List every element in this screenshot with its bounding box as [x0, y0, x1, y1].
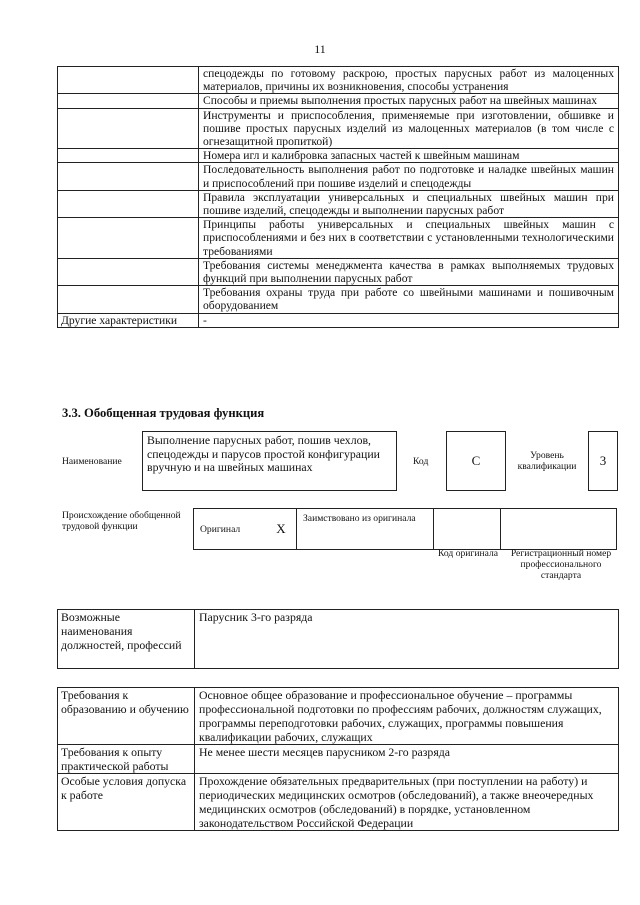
row-label: Другие характеристики — [58, 313, 199, 327]
table-row — [58, 190, 619, 217]
req-label: Требования к образованию и обучению — [58, 688, 195, 745]
row-label — [58, 149, 199, 163]
table-row — [58, 163, 619, 190]
reg-number-caption: Регистрационный номер профессионального стандарта — [510, 548, 612, 581]
row-text: Требования системы менеджмента качества в рамках выполняемых трудовых функций при выполнении парусных работ — [199, 258, 619, 285]
table-row — [58, 218, 619, 259]
table-row — [58, 258, 619, 285]
code-label: Код — [413, 456, 429, 467]
positions-label: Возможные наименования должностей, профессий — [58, 610, 195, 669]
row-label — [58, 190, 199, 217]
table-row — [58, 286, 619, 313]
row-text: Способы и приемы выполнения простых парусных работ на швейных машинах — [199, 94, 619, 108]
reg-number-cell — [501, 509, 617, 550]
original-mark: Х — [266, 509, 297, 550]
row-text: Требования охраны труда при работе со швейными машинами и пошивочным оборудованием — [199, 286, 619, 313]
row-label — [58, 67, 199, 94]
table-row — [58, 774, 619, 831]
table-row — [58, 313, 619, 327]
row-text: - — [199, 313, 619, 327]
level-label: Уровень квалификации — [517, 450, 577, 472]
row-text: Последовательность выполнения работ по подготовке и наладке швейных машин и приспособлений при пошиве изделий и спецодежды — [199, 163, 619, 190]
positions-table — [57, 609, 619, 669]
req-label: Требования к опыту практической работы — [58, 745, 195, 774]
row-text: Принципы работы универсальных и специальных швейных машин с приспособлениями и без них в соответствии с установленными технологическими требованиями — [199, 218, 619, 259]
table-row — [58, 610, 619, 669]
req-text: Основное общее образование и профессиональное обучение – программы профессиональной подготовки по профессиям рабочих, должностям служащих, программы переподготовки рабочих, служащих, программы повышения квалификации рабочих, служащих — [195, 688, 619, 745]
section-heading: 3.3. Обобщенная трудовая функция — [62, 406, 265, 420]
positions-value: Парусник 3-го разряда — [195, 610, 619, 669]
row-text: спецодежды по готовому раскрою, простых парусных работ из малоценных материалов, причины их возникновения, способы устранения — [199, 67, 619, 94]
origin-code-cell — [434, 509, 501, 550]
row-label — [58, 286, 199, 313]
table-row — [58, 745, 619, 774]
function-name: Выполнение парусных работ, пошив чехлов, спецодежды и парусов простой конфигурации вручную и на швейных машинах — [142, 431, 397, 491]
table-row — [58, 688, 619, 745]
level-value: 3 — [588, 431, 618, 491]
table-row — [58, 67, 619, 94]
origin-label: Происхождение обобщенной трудовой функции — [62, 510, 181, 532]
knowledge-table — [57, 66, 619, 328]
row-label — [58, 94, 199, 108]
req-text: Не менее шести месяцев парусником 2-го разряда — [195, 745, 619, 774]
table-row — [58, 94, 619, 108]
page-number: 11 — [314, 42, 326, 56]
original-label: Оригинал — [194, 509, 267, 550]
table-row — [58, 149, 619, 163]
row-text: Правила эксплуатации универсальных и специальных швейных машин при пошиве изделий, спецодежды и выполнении парусных работ — [199, 190, 619, 217]
table-row — [58, 108, 619, 149]
row-label — [58, 218, 199, 259]
row-label — [58, 163, 199, 190]
code-value: С — [446, 431, 506, 491]
requirements-table — [57, 687, 619, 831]
borrowed-label: Заимствовано из оригинала — [297, 509, 434, 550]
req-text: Прохождение обязательных предварительных (при поступлении на работу) и периодических медицинских осмотров (обследований), а также внеочередных медицинских осмотров (обследований) в порядке, установленном законодательством Российской Федерации — [195, 774, 619, 831]
row-text: Номера игл и калибровка запасных частей к швейным машинам — [199, 149, 619, 163]
row-label — [58, 258, 199, 285]
req-label: Особые условия допуска к работе — [58, 774, 195, 831]
origin-code-caption: Код оригинала — [437, 548, 499, 559]
origin-table — [193, 508, 617, 550]
name-label: Наименование — [62, 456, 122, 467]
row-label — [58, 108, 199, 149]
row-text: Инструменты и приспособления, применяемые при изготовлении, обшивке и пошиве простых парусных изделий из малоценных материалов (в том числе с огнезащитной пропиткой) — [199, 108, 619, 149]
